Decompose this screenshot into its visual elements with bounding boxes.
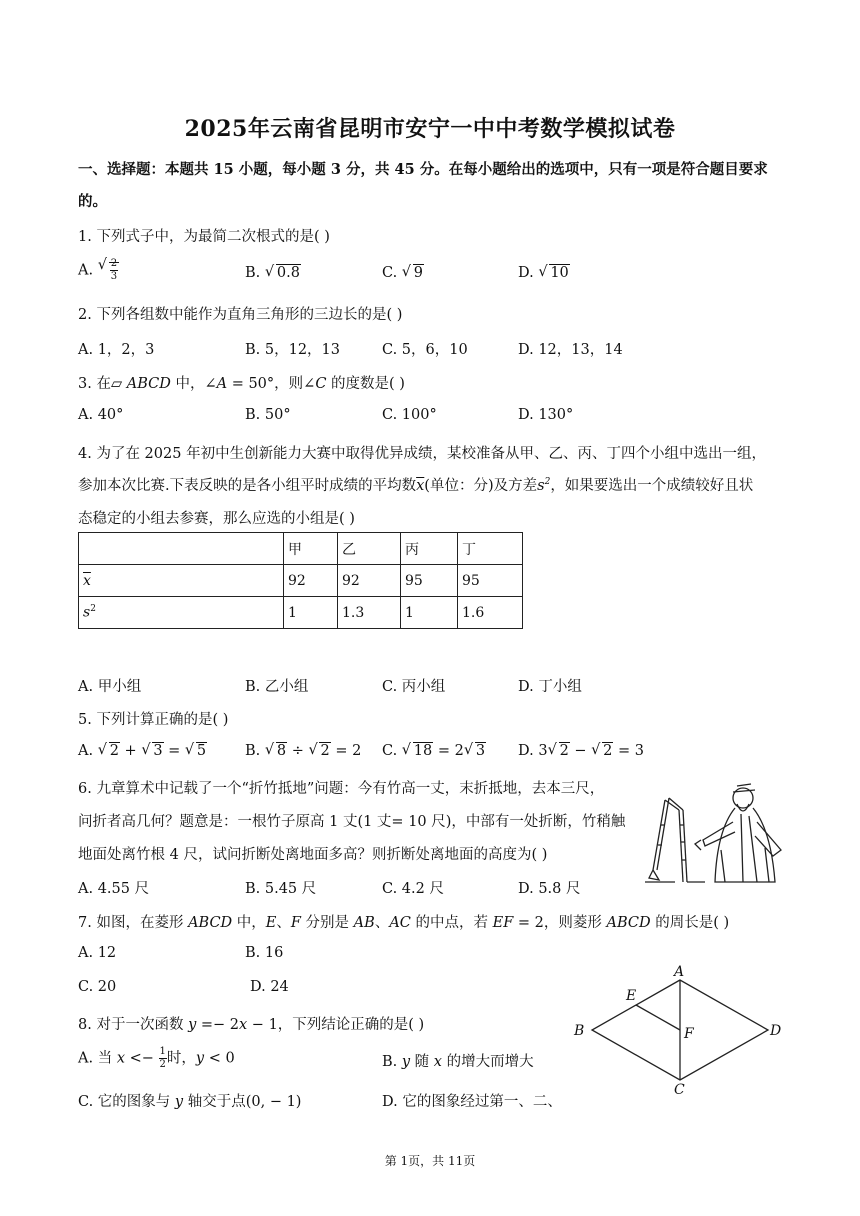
q2-stem: 2. 下列各组数中能作为直角三角形的三边长的是( ) <box>78 307 403 323</box>
q2-option-d: D. 12，13，14 <box>518 342 623 358</box>
table-cell: 1 <box>401 597 458 629</box>
q7-option-b: B. 16 <box>245 945 284 961</box>
q4-option-c: C. 丙小组 <box>382 679 446 695</box>
q6-option-b: B. 5.45 尺 <box>245 881 317 897</box>
table-row-label-variance: $s^2$ <box>79 597 284 629</box>
q3-option-a: A. 40° <box>78 407 124 423</box>
q5-option-a: A. √ 2 + √ 3 = √ 5 <box>78 743 207 759</box>
q5-option-b: B. √ 8 ÷ √ 2 = 2 <box>245 743 361 759</box>
q1-stem: 1. 下列式子中，为最简二次根式的是( ) <box>78 229 330 245</box>
q3-stem: 3. 在▱ ABCD 中，∠A = 50°，则∠C 的度数是( ) <box>78 376 405 392</box>
section-heading: 一、选择题：本题共 15 小题，每小题 3 分，共 45 分。在每小题给出的选项中，只有一项是符合题目要求 <box>78 161 768 178</box>
q8-option-b: B. y 随 x 的增大而增大 <box>382 1054 534 1070</box>
bamboo-stem-icon <box>679 810 683 882</box>
q6-stem-line3: 地面处离竹根 4 尺，试问折断处离地面多高？则折断处离地面的高度为( ) <box>78 847 548 863</box>
section-heading-cont: 的。 <box>78 193 107 210</box>
table-row <box>79 565 523 597</box>
table-row <box>79 597 523 629</box>
table-cell: 1.3 <box>338 597 401 629</box>
table-cell: 95 <box>401 565 458 597</box>
q2-option-b: B. 5，12，13 <box>245 342 341 358</box>
q1-option-c: C. √ 9 <box>382 265 424 281</box>
label-d: D <box>770 1023 782 1039</box>
q5-stem: 5. 下列计算正确的是( ) <box>78 712 229 728</box>
table-header-bing: 丙 <box>401 533 458 565</box>
page-footer: 第 1页，共 11页 <box>384 1154 476 1168</box>
table-cell: 1 <box>284 597 338 629</box>
q4-stem-line2: 参加本次比赛.下表反映的是各小组平时成绩的平均数$\overline{x}$(单位：分)及方差$s^2$，如果要选出一个成绩较好且状 <box>78 477 754 494</box>
label-a: A <box>674 964 685 980</box>
q5-option-c: C. √ 18 = 2 √ 3 <box>382 743 486 759</box>
table-cell: 95 <box>458 565 523 597</box>
q8-stem: 8. 对于一次函数 y =− 2x − 1，下列结论正确的是( ) <box>78 1017 425 1033</box>
table-row-label-mean: $\overline{x}$ <box>79 565 284 597</box>
table-cell: 92 <box>284 565 338 597</box>
q4-option-d: D. 丁小组 <box>518 679 582 695</box>
q1-option-a: A. √ $\frac{2}{3}$ <box>78 258 119 283</box>
table-header-yi: 乙 <box>338 533 401 565</box>
q3-option-d: D. 130° <box>518 407 574 423</box>
q6-option-c: C. 4.2 尺 <box>382 881 444 897</box>
fraction: √ $\frac{2}{3}$ <box>110 258 118 282</box>
q2-option-a: A. 1，2，3 <box>78 342 155 358</box>
label-f: F <box>684 1026 694 1042</box>
q4-option-a: A. 甲小组 <box>78 679 142 695</box>
q3-option-b: B. 50° <box>245 407 291 423</box>
q5-option-d: D. 3 √ 2 − √ 2 = 3 <box>518 743 644 759</box>
q7-stem: 7. 如图，在菱形 ABCD 中，E、F 分别是 AB、AC 的中点，若 EF = 2，则菱形 ABCD 的周长是( ) <box>78 915 730 931</box>
score-table <box>78 532 523 629</box>
q4-stem-line3: 态稳定的小组去参赛，那么应选的小组是( ) <box>78 511 355 527</box>
q1-option-d: D. √ 10 <box>518 265 570 281</box>
label-b: B <box>574 1023 585 1039</box>
segment-ef <box>636 1005 680 1030</box>
q8-option-a: A. 当 x <− $\frac{1}{2}$ 时，y < 0 <box>78 1046 235 1070</box>
page-title: 2025年云南省昆明市安宁一中中考数学模拟试卷 <box>184 116 676 142</box>
q4-stem-line1: 4. 为了在 2025 年初中生创新能力大赛中取得优异成绩，某校准备从甲、乙、丙、丁四个小组中选出一组， <box>78 446 767 462</box>
q6-option-d: D. 5.8 尺 <box>518 881 581 897</box>
q6-stem-line1: 6. 九章算术中记载了一个“折竹抵地”问题：今有竹高一丈，末折抵地，去本三尺， <box>78 781 605 797</box>
table-row <box>79 533 523 565</box>
q6-option-a: A. 4.55 尺 <box>78 881 150 897</box>
table-header-ding: 丁 <box>458 533 523 565</box>
bamboo-scholar-illustration <box>645 770 795 890</box>
q4-option-b: B. 乙小组 <box>245 679 309 695</box>
table-cell: 92 <box>338 565 401 597</box>
q8-option-d: D. 它的图象经过第一、二、 <box>382 1094 562 1110</box>
q8-option-c: C. 它的图象与 y 轴交于点(0, − 1) <box>78 1094 302 1110</box>
q1-option-b: B. √ 0.8 <box>245 265 301 281</box>
label-e: E <box>626 988 637 1004</box>
table-cell <box>79 533 284 565</box>
q7-option-c: C. 20 <box>78 979 117 995</box>
table-cell: 1.6 <box>458 597 523 629</box>
q7-option-d: D. 24 <box>250 979 289 995</box>
rhombus-figure <box>570 960 790 1096</box>
q6-stem-line2: 问折者高几何？题意是：一根竹子原高 1 丈(1 丈= 10 尺)，中部有一处折断，竹稍触 <box>78 814 626 830</box>
table-header-jia: 甲 <box>284 533 338 565</box>
sqrt-symbol <box>98 258 119 283</box>
q2-option-c: C. 5，6，10 <box>382 342 468 358</box>
q3-option-c: C. 100° <box>382 407 437 423</box>
label-c: C <box>674 1082 685 1096</box>
q7-option-a: A. 12 <box>78 945 117 961</box>
